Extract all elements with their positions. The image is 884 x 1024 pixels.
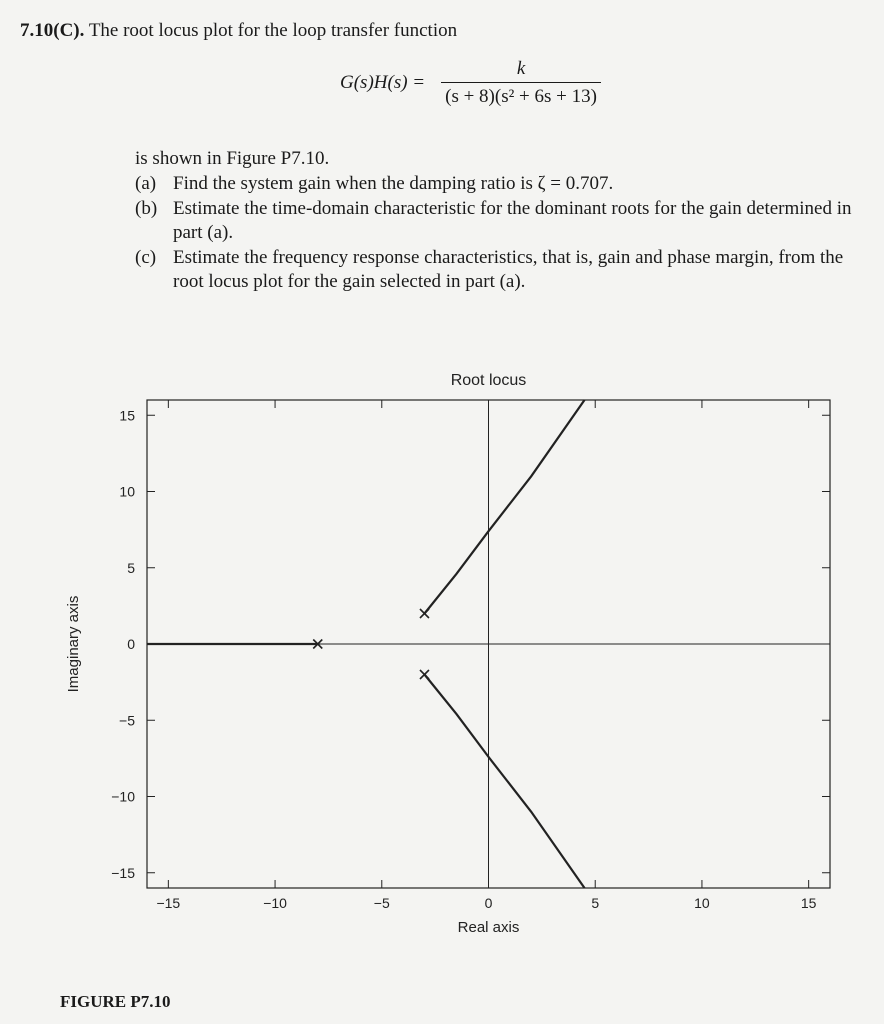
locus-branch-lower xyxy=(425,675,585,889)
y-tick-label: 15 xyxy=(119,407,135,424)
pole-marker xyxy=(420,670,429,679)
equation-numerator: k xyxy=(516,58,526,79)
x-tick-label: −15 xyxy=(156,895,181,911)
y-tick-label: 5 xyxy=(127,559,135,576)
part-text: Find the system gain when the damping ratio is ζ = 0.707. xyxy=(173,173,614,194)
transfer-function-equation xyxy=(340,58,601,108)
root-locus-chart xyxy=(0,360,884,980)
part-label: (b) xyxy=(135,198,158,219)
problem-number: 7.10(C). xyxy=(20,20,85,41)
part-label: (c) xyxy=(135,247,157,268)
figure-caption: FIGURE P7.10 xyxy=(60,992,171,1011)
y-tick-label: −5 xyxy=(119,712,135,729)
problem-statement: The root locus plot for the loop transfer function xyxy=(88,20,458,41)
y-tick-label: 0 xyxy=(127,636,135,652)
problem-parts xyxy=(135,172,855,295)
x-tick-label: 5 xyxy=(591,895,600,911)
part-label: (a) xyxy=(135,173,157,194)
part-text: Estimate the frequency response characteristics, that is, gain and phase margin, from the root locus plot for the gain selected in part (a). xyxy=(173,247,844,292)
x-tick-label: −10 xyxy=(263,895,287,911)
part-a xyxy=(135,172,855,196)
x-tick-label: 0 xyxy=(484,895,493,911)
problem-intro: is shown in Figure P7.10. xyxy=(135,148,330,169)
equation-denominator: (s + 8)(s² + 6s + 13) xyxy=(441,82,601,108)
part-c xyxy=(135,246,855,294)
locus-branch-upper xyxy=(425,400,585,614)
y-tick-label: −15 xyxy=(111,864,135,881)
y-tick-label: −10 xyxy=(111,788,135,805)
x-tick-label: −5 xyxy=(373,895,390,911)
problem-title xyxy=(20,20,457,42)
chart-title: Root locus xyxy=(450,372,527,389)
y-axis-label: Imaginary axis xyxy=(65,595,82,693)
equation-fraction xyxy=(441,58,601,108)
y-tick-label: 10 xyxy=(119,483,135,500)
x-tick-label: 15 xyxy=(800,895,817,911)
pole-marker xyxy=(420,609,429,618)
x-axis-label: Real axis xyxy=(457,919,520,936)
x-tick-label: 10 xyxy=(694,895,710,911)
part-text: Estimate the time-domain characteristic for the dominant roots for the gain determined in part (a). xyxy=(173,198,852,243)
part-b xyxy=(135,197,855,245)
equation-lhs: G(s)H(s) = xyxy=(340,72,426,93)
